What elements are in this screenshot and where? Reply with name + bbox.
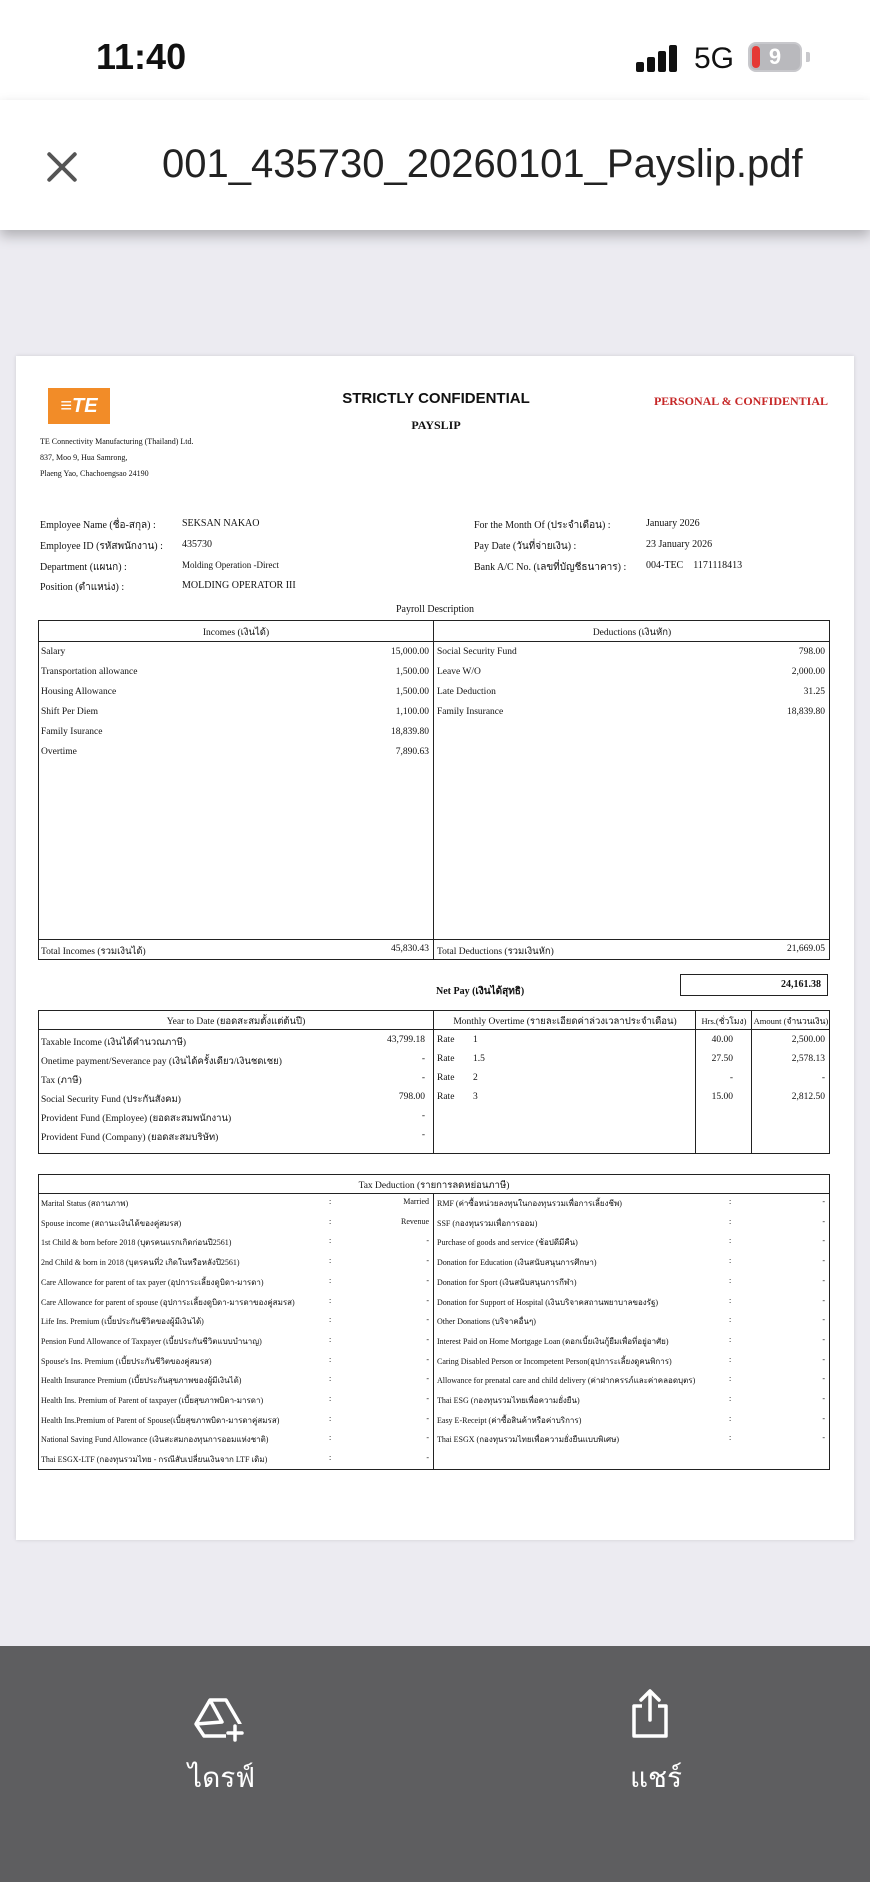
tax-item-value: - (822, 1295, 825, 1305)
tax-item-colon: : (729, 1374, 732, 1384)
tax-item-label: Thai ESGX (กองทุนรวมไทยเพื่อความยั่งยืนแบบพิเศษ) (437, 1435, 620, 1445)
tax-item-value: - (426, 1453, 429, 1463)
tax-item-label: Allowance for prenatal care and child delivery (ค่าฝากครรภ์และค่าคลอดบุตร) (437, 1376, 696, 1386)
income-label: Salary (41, 647, 66, 657)
tax-item-value: - (822, 1413, 825, 1423)
deduction-label: Leave W/O (437, 667, 481, 677)
employee-id-label: Employee ID (รหัสพนักงาน) : (40, 541, 163, 552)
drive-label: ไดรฟ์ (188, 1761, 256, 1794)
tax-item-label: Easy E-Receipt (ค่าซื้อสินค้าหรือค่าบริการ) (437, 1415, 582, 1425)
employee-name-label: Employee Name (ชื่อ-สกุล) : (40, 520, 156, 531)
ot-rate: Rate (437, 1035, 455, 1045)
tax-item-colon: : (729, 1334, 732, 1344)
tax-item-value: - (426, 1374, 429, 1384)
income-amount: 15,000.00 (391, 647, 429, 657)
ytd-value: - (421, 1073, 425, 1083)
tax-item-label: Donation for Education (เงินสนับสนุนการศึกษา) (437, 1258, 597, 1268)
tax-item-label: Pension Fund Allowance of Taxpayer (เบี้ยประกันชีวิตแบบบำนาญ) (41, 1336, 262, 1346)
position-label: Position (ตำแหน่ง) : (40, 582, 125, 593)
personal-confidential: PERSONAL & CONFIDENTIAL (653, 394, 828, 408)
share-icon (630, 1688, 670, 1740)
tax-item-value: - (426, 1354, 429, 1364)
tax-item-label: Marital Status (สถานภาพ) (41, 1199, 129, 1208)
status-time: 11:40 (96, 36, 187, 77)
strictly-confidential: STRICTLY CONFIDENTIAL (342, 390, 530, 407)
hours-header: Hrs.(ชั่วโมง) (701, 1016, 747, 1026)
ytd-header: Year to Date (ยอดสะสมตั้งแต่ต้นปี) (166, 1017, 306, 1027)
ytd-label: Provident Fund (Employee) (ยอดสะสมพนักงาน) (41, 1114, 232, 1124)
incomes-header: Incomes (เงินได้) (202, 628, 270, 638)
net-pay: 24,161.38 (680, 974, 828, 996)
drive-icon (192, 1696, 244, 1742)
deductions-header: Deductions (เงินหัก) (592, 628, 672, 638)
tax-item-label: Other Donations (บริจาคอื่นๆ) (437, 1317, 536, 1327)
paydate: 23 January 2026 (646, 539, 713, 550)
ot-hours: 27.50 (711, 1054, 733, 1064)
deduction-label: Family Insurance (437, 707, 504, 717)
tax-item-colon: : (329, 1315, 332, 1325)
tax-item-value: - (822, 1236, 825, 1246)
tax-item-value: - (822, 1334, 825, 1344)
tax-item-colon: : (729, 1256, 732, 1266)
tax-item-label: Interest Paid on Home Mortgage Loan (ดอกเบี้ยเงินกู้ยืมเพื่อที่อยู่อาศัย) (437, 1336, 669, 1346)
network-type: 5G (694, 42, 735, 75)
income-amount: 1,100.00 (395, 707, 429, 717)
battery-level: 9 (768, 44, 782, 69)
tax-item-colon: : (729, 1197, 732, 1206)
tax-item-colon: : (729, 1275, 732, 1285)
share-button[interactable] (590, 1676, 710, 1836)
company-line: 837, Moo 9, Hua Samrong, (40, 453, 128, 462)
employee-id: 435730 (182, 539, 212, 550)
ot-rate: Rate (437, 1054, 455, 1064)
tax-item-label: Caring Disabled Person or Incompetent Person(อุปการะเลี้ยงดูคนพิการ) (437, 1356, 672, 1366)
ytd-label: Onetime payment/Severance pay (เงินได้ครั้งเดียว/เงินชดเชย) (41, 1057, 282, 1067)
ot-rate: Rate (437, 1092, 455, 1102)
bank-label: Bank A/C No. (เลขที่บัญชีธนาคาร) : (474, 562, 627, 573)
total-deductions: 21,669.05 (787, 944, 825, 954)
tax-item-value: - (822, 1374, 825, 1384)
tax-item-value: - (426, 1315, 429, 1325)
status-bar (0, 0, 870, 100)
pdf-page (16, 356, 854, 1540)
income-label: Housing Allowance (41, 687, 117, 697)
company-address (40, 434, 194, 482)
tax-item-colon: : (729, 1354, 732, 1364)
ot-hours: - (729, 1073, 733, 1083)
ytd-label: Provident Fund (Company) (ยอดสะสมบริษัท) (41, 1133, 219, 1143)
income-amount: 1,500.00 (395, 667, 429, 677)
tax-item-colon: : (329, 1275, 332, 1285)
department-label: Department (แผนก) : (40, 562, 127, 573)
income-label: Shift Per Diem (41, 707, 98, 717)
tax-item-label: 2nd Child & born in 2018 (บุตรคนที่2 เกิดในหรือหลังปี2561) (41, 1258, 240, 1268)
tax-item-colon: : (729, 1433, 732, 1443)
tax-item-colon: : (329, 1374, 332, 1384)
total-deductions-label: Total Deductions (รวมเงินหัก) (437, 947, 554, 957)
tax-item-value: - (822, 1315, 825, 1325)
income-label: Family Isurance (41, 727, 103, 737)
ot-multiplier: 3 (473, 1092, 478, 1102)
tax-item-colon: : (329, 1433, 332, 1443)
tax-item-label: 1st Child & born before 2018 (บุตรคนแรกเกิดก่อนปี2561) (41, 1238, 232, 1248)
ytd-label: Social Security Fund (ประกันสังคม) (41, 1095, 181, 1105)
tax-item-colon: : (329, 1197, 332, 1206)
tax-item-colon: : (329, 1354, 332, 1364)
income-label: Overtime (41, 747, 77, 757)
department: Molding Operation -Direct (182, 560, 279, 570)
ot-amount: - (821, 1073, 825, 1083)
tax-item-value: - (426, 1236, 429, 1246)
tax-item-label: Purchase of goods and service (ช้อปดีมีคืน) (437, 1238, 578, 1248)
tax-item-label: Donation for Sport (เงินสนับสนุนการกีฬา) (437, 1277, 577, 1287)
income-amount: 18,839.80 (391, 727, 429, 737)
tax-item-label: Health Ins. Premium of Parent of taxpayer (เบี้ยสุขภาพบิดา-มารดา) (41, 1396, 264, 1405)
share-label: แชร์ (630, 1761, 683, 1794)
ytd-value: - (421, 1054, 425, 1064)
tax-item-value: - (426, 1334, 429, 1344)
tax-item-label: Donation for Support of Hospital (เงินบริจาคสถานพยาบาลของรัฐ) (437, 1297, 659, 1307)
tax-item-value: - (426, 1394, 429, 1403)
tax-item-label: Care Allowance for parent of tax payer (อุปการะเลี้ยงดูบิดา-มารดา) (41, 1277, 264, 1287)
bottom-bar (0, 1646, 870, 1882)
tax-item-label: Spouse income (สถานะเงินได้ของคู่สมรส) (41, 1218, 182, 1228)
income-amount: 1,500.00 (395, 687, 429, 697)
payslip-title: PAYSLIP (411, 418, 461, 432)
tax-item-value: - (822, 1354, 825, 1364)
ytd-value: - (421, 1111, 425, 1121)
tax-item-colon: : (729, 1216, 732, 1226)
ot-hours: 40.00 (711, 1035, 733, 1045)
tax-item-value: - (426, 1413, 429, 1423)
bank-account: 004-TEC 1171118413 (646, 560, 743, 571)
position: MOLDING OPERATOR III (182, 580, 296, 591)
deduction-label: Social Security Fund (437, 647, 517, 657)
ytd-value: 798.00 (398, 1092, 425, 1102)
ot-multiplier: 1.5 (473, 1054, 485, 1064)
deduction-amount: 798.00 (798, 647, 825, 657)
tax-item-value: - (822, 1394, 825, 1403)
battery-icon (748, 42, 802, 72)
tax-item-value: - (822, 1433, 825, 1443)
net-pay-label: Net Pay (เงินได้สุทธิ) (436, 986, 525, 997)
drive-button[interactable] (150, 1676, 290, 1836)
ot-hours: 15.00 (711, 1092, 733, 1102)
file-name: 001_435730_20260101_Payslip.pdf (162, 142, 803, 186)
month: January 2026 (646, 518, 700, 529)
overtime-header: Monthly Overtime (รายละเอียดค่าล่วงเวลาประจำเดือน) (453, 1017, 677, 1027)
ytd-label: Taxable Income (เงินได้คำนวณภาษี) (41, 1038, 187, 1048)
signal-icon (636, 44, 680, 72)
tax-item-value: - (822, 1216, 825, 1226)
paydate-label: Pay Date (วันที่จ่ายเงิน) : (474, 541, 577, 552)
amount-header: Amount (จำนวนเงิน) (753, 1016, 829, 1026)
ytd-value: - (421, 1130, 425, 1140)
tax-item-label: RMF (ค่าซื้อหน่วยลงทุนในกองทุนรวมเพื่อการเลี้ยงชีพ) (437, 1199, 622, 1208)
tax-deduction-table (38, 1174, 830, 1470)
tax-item-colon: : (729, 1413, 732, 1423)
deduction-amount: 31.25 (803, 687, 825, 697)
tax-item-value: - (822, 1197, 825, 1206)
ytd-label: Tax (ภาษี) (41, 1076, 82, 1086)
tax-item-value: Revenue (401, 1216, 429, 1226)
tax-item-value: - (822, 1256, 825, 1266)
deduction-amount: 18,839.80 (787, 707, 825, 717)
tax-item-value: - (426, 1433, 429, 1443)
total-incomes: 45,830.43 (391, 944, 429, 954)
ot-amount: 2,578.13 (791, 1054, 825, 1064)
deduction-label: Late Deduction (437, 687, 496, 697)
deduction-amount: 2,000.00 (791, 667, 825, 677)
tax-item-colon: : (329, 1236, 332, 1246)
tax-item-label: Health Insurance Premium (เบี้ยประกันสุขภาพของผู้มีเงินได้) (41, 1376, 242, 1386)
ot-rate: Rate (437, 1073, 455, 1083)
tax-item-label: National Saving Fund Allowance (เงินสะสมกองทุนการออมแห่งชาติ) (41, 1435, 269, 1445)
tax-item-colon: : (729, 1236, 732, 1246)
income-label: Transportation allowance (41, 667, 138, 677)
ot-amount: 2,500.00 (791, 1035, 825, 1045)
ot-amount: 2,812.50 (791, 1092, 825, 1102)
tax-item-colon: : (729, 1315, 732, 1325)
income-amount: 7,890.63 (395, 747, 429, 757)
tax-item-label: Spouse's Ins. Premium (เบี้ยประกันชีวิตของคู่สมรส) (41, 1356, 212, 1366)
month-label: For the Month Of (ประจำเดือน) : (474, 520, 611, 531)
tax-item-label: Thai ESG (กองทุนรวมไทยเพื่อความยั่งยืน) (437, 1396, 580, 1405)
tax-item-colon: : (329, 1334, 332, 1344)
tax-item-label: Thai ESGX-LTF (กองทุนรวมไทย - กรณีสับเปลี่ยนเงินจาก LTF เดิม) (41, 1455, 268, 1465)
te-logo: ≡TE (48, 388, 110, 424)
tax-item-value: - (426, 1295, 429, 1305)
tax-item-colon: : (329, 1256, 332, 1266)
tax-item-label: Care Allowance for parent of spouse (อุปการะเลี้ยงดูบิดา-มารดาของคู่สมรส) (41, 1297, 295, 1307)
tax-item-colon: : (729, 1394, 732, 1403)
tax-item-colon: : (729, 1295, 732, 1305)
tax-item-value: - (822, 1275, 825, 1285)
ytd-value: 43,799.18 (387, 1035, 425, 1045)
tax-item-label: Health Ins.Premium of Parent of Spouse(เบี้ยสุขภาพบิดา-มารดาคู่สมรส) (41, 1415, 280, 1425)
tax-item-value: - (426, 1275, 429, 1285)
ot-multiplier: 1 (473, 1035, 478, 1045)
income-deduction-table (38, 620, 830, 960)
tax-item-colon: : (329, 1295, 332, 1305)
tax-item-colon: : (329, 1216, 332, 1226)
total-incomes-label: Total Incomes (รวมเงินได้) (41, 947, 146, 957)
tax-item-colon: : (329, 1394, 332, 1403)
company-line: TE Connectivity Manufacturing (Thailand) Ltd. (40, 437, 194, 446)
close-icon[interactable] (40, 145, 84, 189)
tax-item-value: - (426, 1256, 429, 1266)
company-line: Plaeng Yao, Chachoengsao 24190 (40, 469, 149, 478)
tax-header: Tax Deduction (รายการลดหย่อนภาษี) (358, 1181, 510, 1191)
tax-item-value: Married (403, 1197, 429, 1206)
tax-item-label: Life Ins. Premium (เบี้ยประกันชีวิตของผู้มีเงินได้) (41, 1317, 204, 1327)
tax-item-colon: : (329, 1453, 332, 1463)
ytd-overtime-table (38, 1010, 830, 1154)
employee-name: SEKSAN NAKAO (182, 518, 260, 529)
tax-item-label: SSF (กองทุนรวมเพื่อการออม) (437, 1218, 538, 1228)
viewer-header (0, 100, 870, 230)
ot-multiplier: 2 (473, 1073, 478, 1083)
tax-item-colon: : (329, 1413, 332, 1423)
payroll-description: Payroll Description (395, 604, 475, 615)
